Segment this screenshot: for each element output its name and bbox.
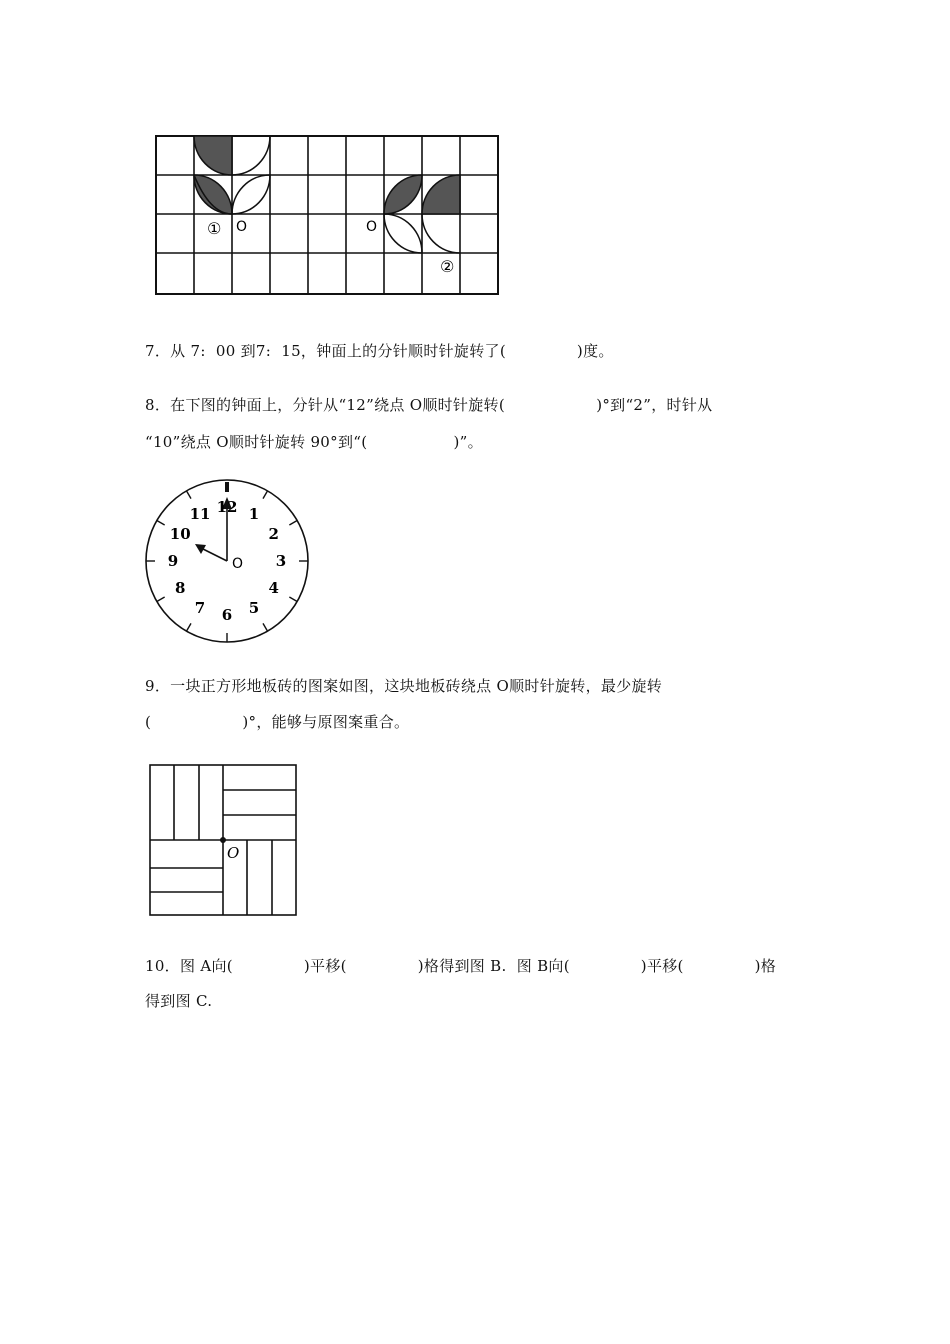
- clock-number: 2: [268, 525, 279, 543]
- clock-tick: [263, 623, 268, 631]
- label-circled-2: ②: [440, 257, 455, 276]
- clock-tick: [289, 521, 297, 526]
- question-8-line-1: 8．在下图的钟面上，分针从“12”绕点 O顺时针旋转( )°到“2”，时针从: [145, 396, 713, 414]
- clock-number: 10: [169, 525, 191, 543]
- clock-number: 11: [189, 505, 211, 524]
- rotation-grid-figure: [0, 0, 950, 320]
- label-o-right: O: [366, 219, 378, 235]
- clock-tick: [289, 597, 297, 602]
- clock-center-label: O: [232, 556, 244, 572]
- tile-center-label: O: [227, 844, 240, 862]
- clock-number: 9: [167, 552, 179, 570]
- clock-tick: [157, 521, 165, 526]
- question-10-line-1: 10．图 A向( )平移( )格得到图 B. 图 B向( )平移( )格: [145, 957, 777, 975]
- clock-number: 6: [221, 606, 233, 624]
- clock-number: 1: [248, 505, 260, 524]
- label-circled-1: ①: [207, 219, 222, 238]
- clock-number: 12: [216, 498, 238, 516]
- label-o-left: O: [236, 219, 248, 235]
- question-8-line-2: “10”绕点 O顺时针旋转 90°到“( )”。: [145, 433, 483, 451]
- clock-number: 7: [194, 598, 206, 617]
- clock-number: 5: [248, 598, 260, 617]
- clock-number: 4: [268, 579, 279, 597]
- clock-tick: [187, 491, 192, 499]
- clock-tick: [187, 623, 192, 631]
- question-9-line-1: 9．一块正方形地板砖的图案如图，这块地板砖绕点 O顺时针旋转，最少旋转: [145, 677, 663, 695]
- question-10-line-2: 得到图 C.: [145, 992, 213, 1010]
- question-9-line-2: ( )°，能够与原图案重合。: [145, 713, 410, 731]
- clock-number: 3: [275, 552, 287, 570]
- clock-tick: [157, 597, 165, 602]
- square-tile-figure: [0, 760, 950, 940]
- question-7: 7．从 7: 00 到7: 15，钟面上的分针顺时针旋转了( )度。: [145, 342, 614, 360]
- clock-tick: [263, 491, 268, 499]
- clock-number: 8: [175, 579, 186, 597]
- clock-face: [0, 470, 950, 670]
